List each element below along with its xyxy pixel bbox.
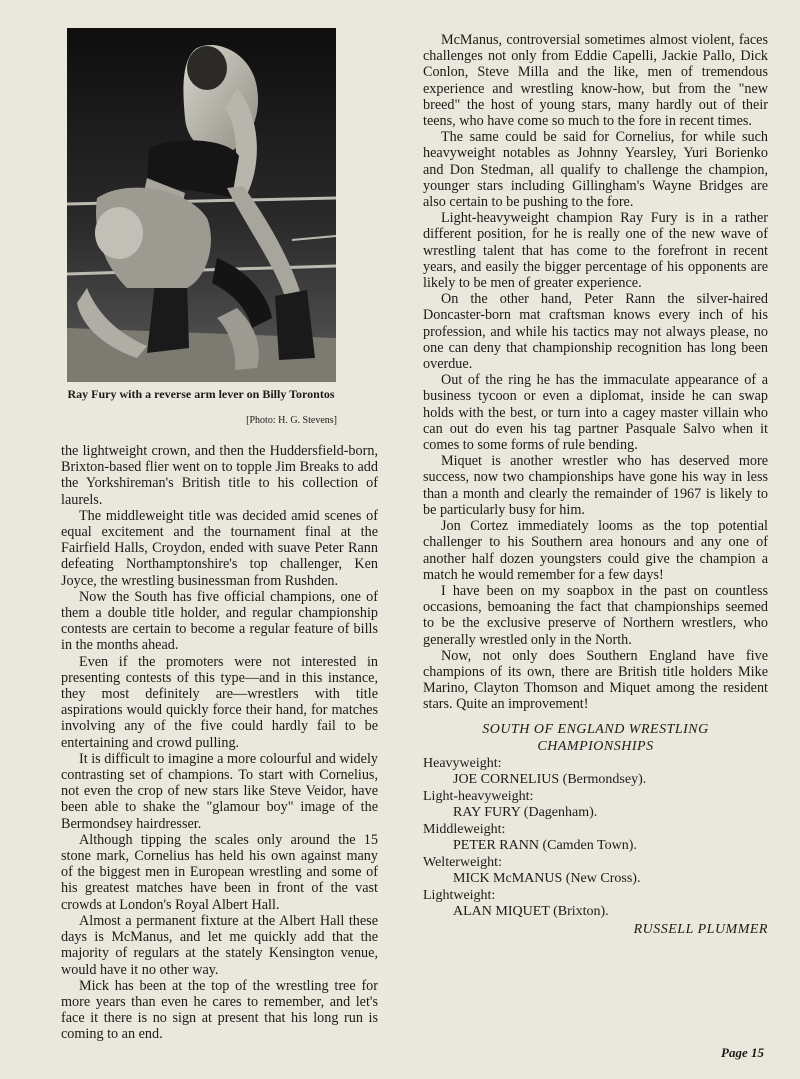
photo-credit: [Photo: H. G. Stevens] — [246, 415, 337, 426]
champ-holder: JOE CORNELIUS (Bermondsey). — [453, 771, 647, 787]
champ-category: Lightweight: — [423, 887, 496, 903]
paragraph: The same could be said for Cornelius, for while such heavyweight notables as Johnny Yearsley, Yuri Borienko and Don Stedman, all qualify to challenge the champion, younger stars including Gillingham's Wayne Bridges are also certain to be pushing to the fore. — [423, 129, 768, 211]
paragraph: Miquet is another wrestler who has deserved more success, now two championships have gone his way in less than a month and clearly the remainder of 1967 is likely to be particularly busy for him. — [423, 453, 768, 518]
paragraph: Light-heavyweight champion Ray Fury is in a rather different position, for he is really one of the new wave of wrestling talent that has come to the forefront in recent years, and easily the bigger percentage of his opponents are likely to be men of greater experience. — [423, 210, 768, 292]
paragraph: Jon Cortez immediately looms as the top potential challenger to his Southern area honours and any one of another half dozen youngsters could give the champion a match he would remember for a few days! — [423, 518, 768, 583]
author-byline: RUSSELL PLUMMER — [633, 921, 768, 937]
right-column — [423, 32, 768, 938]
page-number: Page 15 — [721, 1045, 764, 1060]
paragraph: I have been on my soapbox in the past on countless occasions, bemoaning the fact that championships seemed to be the exclusive preserve of Northern wrestlers, who generally wrestled only in the North. — [423, 582, 768, 648]
paragraph: It is difficult to imagine a more colourful and widely contrasting set of champions. To start with Cornelius, not even the crop of new stars like Steve Veidor, have been able to shake the "glamour boy" image of the Bermondsey hairdresser. — [61, 750, 378, 832]
champ-holder: RAY FURY (Dagenham). — [453, 804, 598, 820]
paragraph: Out of the ring he has the immaculate appearance of a business tycoon or even a diplomat, inside he can swap holds with the best, or turn into a cagey master villain who can out do even his tag partner Pasquale Salvo when it comes to some forms of rule bending. — [423, 372, 768, 454]
champ-category: Welterweight: — [423, 854, 502, 870]
paragraph: McManus, controversial sometimes almost violent, faces challenges not only from Eddie Capelli, Jackie Pallo, Dick Conlon, Steve Milla and the like, men of tremendous experience and wrestling know-how, but from the "new breed" the host of young stars, many hardly out of their teens, who have come so much to the fore in recent times. — [423, 32, 768, 130]
paragraph: Almost a permanent fixture at the Albert Hall these days is McManus, and let me quickly add that the majority of regulars at the stately Kensington venue, would have it no other way. — [61, 912, 378, 978]
left-column — [61, 443, 378, 1043]
paragraph: Even if the promoters were not interested in presenting contests of this type—and in this instance, they most definitely are—wrestlers with title aspirations would quickly force their hand, for matches involving any of the five could hardly fail to be entertaining and crowd pulling. — [61, 653, 378, 751]
champ-category: Middleweight: — [423, 821, 506, 837]
photo-caption-text: Ray Fury with a reverse arm lever on Billy Torontos — [67, 387, 335, 401]
paragraph: Now, not only does Southern England have five champions of its own, there are British title holders Mike Marino, Clayton Thomson and Miquet among the resident stars. Quite an improvement! — [423, 647, 768, 713]
champ-holder: ALAN MIQUET (Brixton). — [453, 903, 609, 919]
paragraph: The middleweight title was decided amid scenes of equal excitement and the tournament final at the Fairfield Halls, Croydon, ended with suave Peter Rann defeating Northamptonshire's top challenger, Ken Joyce, the wrestling businessman from Rushden. — [61, 507, 378, 589]
paragraph: the lightweight crown, and then the Huddersfield-born, Brixton-based flier went on to topple Jim Breaks to add the Yorkshireman's British title to his collection of laurels. — [61, 443, 378, 508]
paragraph: Although tipping the scales only around the 15 stone mark, Cornelius has held his own against many of the biggest men in European wrestling and some of his greatest matches have been in front of the vast crowds at London's Royal Albert Hall. — [61, 831, 378, 913]
champ-holder: MICK McMANUS (New Cross). — [453, 870, 641, 886]
paragraph: Now the South has five official champions, one of them a double title holder, and regular championship contests are certain to become a regular feature of bills in the months ahead. — [61, 588, 378, 654]
championships-title: SOUTH OF ENGLAND WRESTLING CHAMPIONSHIPS — [482, 721, 709, 754]
photo-illustration — [67, 28, 336, 382]
champ-holder: PETER RANN (Camden Town). — [453, 837, 637, 853]
photo-caption — [61, 388, 341, 401]
champ-category: Heavyweight: — [423, 755, 502, 771]
paragraph: On the other hand, Peter Rann the silver-haired Doncaster-born mat craftsman knows every inch of his profession, and while his tactics may not always please, no one can deny that championship recognition has long been overdue. — [423, 291, 768, 373]
championships-list — [423, 756, 768, 920]
paragraph: Mick has been at the top of the wrestling tree for more years than even he cares to remember, and let's face it there is no sign at present that his long run is coming to an end. — [61, 977, 378, 1043]
wrestling-photo — [67, 28, 336, 382]
champ-category: Light-heavyweight: — [423, 788, 534, 804]
